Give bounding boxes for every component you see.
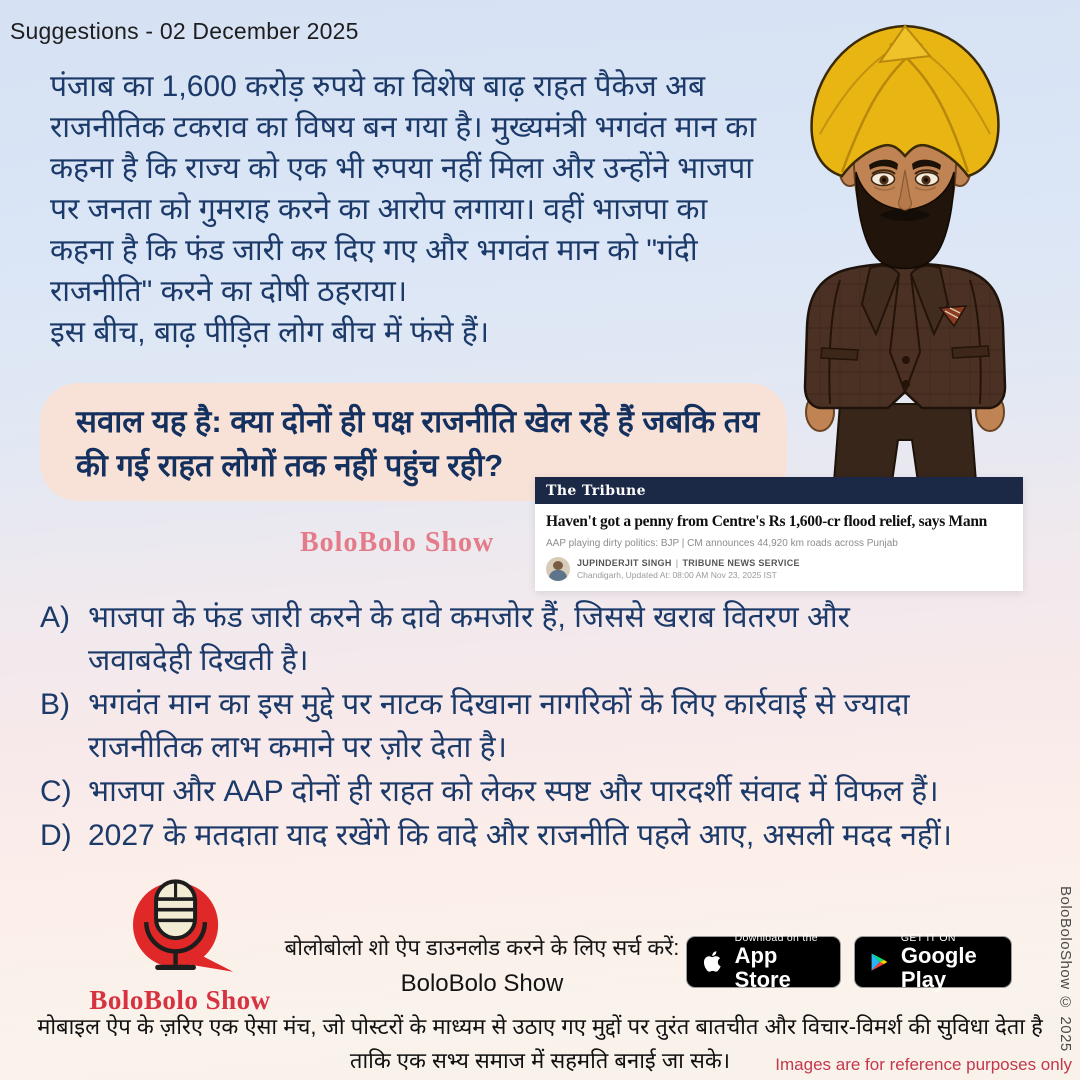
option-c-label: C): [40, 775, 72, 808]
author-name: JUPINDERJIT SINGH: [577, 558, 672, 568]
option-b-label: B): [40, 688, 70, 721]
intro-line: कहना है कि फंड जारी कर दिए गए और भगवंत मान को "गंदी: [50, 234, 698, 267]
option-d-label: D): [40, 819, 72, 852]
intro-line: कहना है कि राज्य को एक भी रुपया नहीं मिला और उन्होंने भाजपा: [50, 152, 754, 185]
footer-description: मोबाइल ऐप के ज़रिए एक ऐसा मंच, जो पोस्टरों के माध्यम से उठाए गए मुद्दों पर तुरंत बातचीत और विचार-विमर्श की सुविधा देता है ताकि एक सभ्य समाज में सहमति बनाई जा सके।: [37, 1014, 1043, 1073]
mic-icon: [90, 876, 270, 978]
option-c: [40, 770, 1060, 813]
intro-line: राजनीतिक टकराव का विषय बन गया है। मुख्यमंत्री भगवंत मान का: [50, 111, 757, 144]
clipping-body: [535, 504, 1023, 591]
option-a-label: A): [40, 601, 70, 634]
clipping-headline: Haven't got a penny from Centre's Rs 1,600-cr flood relief, says Mann: [546, 513, 987, 530]
appstore-bottom-line: App Store: [734, 943, 791, 992]
clipping-subhead: AAP playing dirty politics: BJP | CM announces 44,920 km roads across Punjab: [546, 538, 898, 549]
gplay-top-line: GET IT ON: [900, 932, 956, 944]
byline-separator: |: [675, 558, 679, 568]
gplay-bottom-line: Google Play: [900, 943, 977, 992]
option-d-text: 2027 के मतदाता याद रखेंगे कि वादे और राजनीति पहले आए, असली मदद नहीं।: [88, 819, 953, 852]
intro-paragraph: [50, 66, 795, 353]
news-service: TRIBUNE NEWS SERVICE: [682, 558, 800, 568]
option-a: [40, 596, 1060, 682]
watermark-bolobolo-show: BoloBolo Show: [300, 527, 495, 558]
question-text: सवाल यह है: क्या दोनों ही पक्ष राजनीति खेल रहे हैं जबकि तय की गई राहत लोगों तक नहीं पहुंच रही?: [76, 404, 760, 483]
logo-text: BoloBolo Show: [89, 985, 271, 1015]
clipping-byline: [546, 557, 1012, 581]
app-store-badge[interactable]: [686, 932, 841, 992]
image-disclaimer: Images are for reference purposes only: [775, 1055, 1072, 1074]
download-prompt: [272, 932, 692, 998]
search-prompt: बोलोबोलो शो ऐप डाउनलोड करने के लिए सर्च करें:: [284, 935, 680, 960]
apple-icon: [700, 946, 725, 978]
appstore-top-line: Download on the: [734, 932, 818, 944]
intro-line: पर जनता को गुमराह करने का आरोप लगाया। वहीं भाजपा का: [50, 193, 708, 226]
intro-line: राजनीति" करने का दोषी ठहराया।: [50, 275, 408, 308]
app-name: BoloBolo Show: [400, 970, 564, 997]
tribune-masthead-bar: [535, 477, 1023, 504]
options-list: [40, 596, 1060, 858]
intro-line: पंजाब का 1,600 करोड़ रुपये का विशेष बाढ़ राहत पैकेज अब: [50, 70, 706, 103]
bhagwant-mann-caricature: [770, 12, 1080, 482]
bolobolo-logo: [62, 876, 298, 1016]
tribune-clipping[interactable]: [535, 477, 1023, 591]
author-avatar: [546, 557, 570, 581]
byline-meta: Chandigarh, Updated At: 08:00 AM Nov 23, 2025 IST: [577, 570, 777, 580]
tribune-masthead: The Tribune: [546, 482, 646, 499]
intro-line: इस बीच, बाढ़ पीड़ित लोग बीच में फंसे हैं।: [50, 316, 490, 349]
copyright-vertical: BoloBoloShow © 2025: [1057, 886, 1074, 1052]
option-a-text: भाजपा के फंड जारी करने के दावे कमजोर हैं, जिससे खराब वितरण और जवाबदेही दिखती है।: [88, 601, 850, 677]
page-title: Suggestions - 02 December 2025: [10, 18, 359, 44]
google-play-badge[interactable]: [854, 932, 1012, 992]
option-c-text: भाजपा और AAP दोनों ही राहत को लेकर स्पष्ट और पारदर्शी संवाद में विफल हैं।: [88, 775, 939, 808]
option-d: [40, 814, 1060, 857]
option-b: [40, 683, 1060, 769]
option-b-text: भगवंत मान का इस मुद्दे पर नाटक दिखाना नागरिकों के लिए कार्रवाई से ज्यादा राजनीतिक लाभ कमाने पर ज़ोर देता है।: [88, 688, 910, 764]
play-triangle-icon: [868, 946, 891, 978]
